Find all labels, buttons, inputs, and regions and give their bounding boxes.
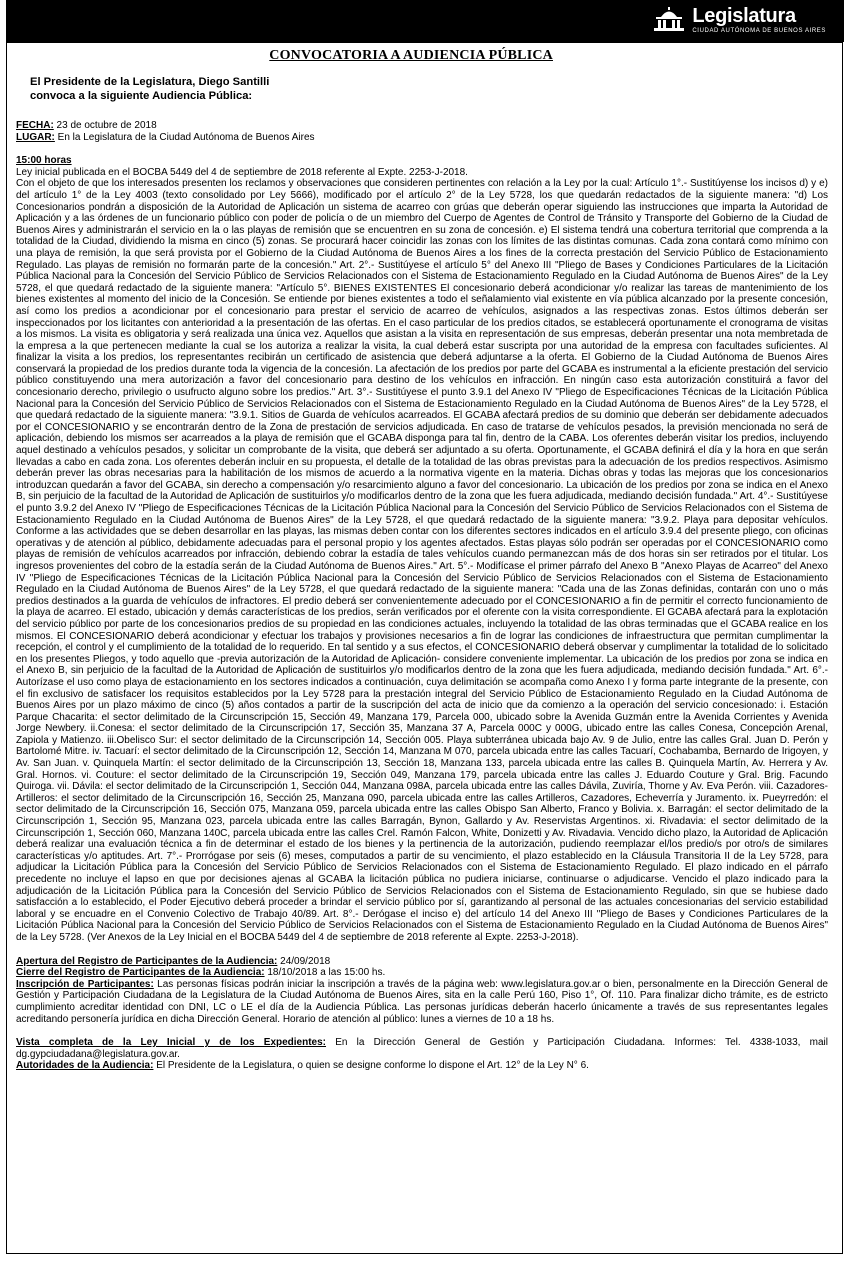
cierre-value: 18/10/2018 a las 15:00 hs. xyxy=(264,967,386,979)
fecha-value: 23 de octubre de 2018 xyxy=(53,120,157,131)
law-body-text: Con el objeto de que los interesados presenten los reclamos y observaciones que consideren pertinentes con relación a la Ley por la cual: Artículo 1°.- Sustitúyense los incisos d) y e) del artículo 1° de la Ley 4003 (texto consolidado por Ley 5666), modificado por el artículo 2° de la Ley 5728, los que quedarán redactados de la siguiente manera: "d) Los Concesionarios pondrán a disposición de la Autoridad de Aplicación un sistema de acarreo con grúas que deberán operar siguiendo las instrucciones que imparta la Autoridad de Aplicación y a las órdenes de un funcionario público con poder de policía o de un miembro del Cuerpo de Agentes de Control de Tránsito y Transporte del Gobierno de la Ciudad de Buenos Aires y administrarán el servicio en la o las playas de remisión que se encuentren en su zona de concesión. e) El sistema tendrá una cobertura territorial que comprenda a la totalidad de la Ciudad, dividiendo la misma en cinco (5) zonas. Se procurará hacer coincidir las zonas con los límites de las distintas comunas. Cada zona contará como mínimo con una playa de remisión, la que será provista por el Gobierno de la Ciudad Autónoma de Buenos Aires a los fines de la correcta prestación del Servicio Público de Estacionamiento Regulado. Las playas de remisión no formarán parte de la concesión." Art. 2°.- Sustitúyese el artículo 5° del Anexo III "Pliego de Bases y Condiciones Particulares de la Licitación Pública Nacional para la Concesión del Servicio Público de Servicios Relacionados con el Sistema de Estacionamiento Regulado en la Ciudad Autónoma de Buenos Aires" de la Ley 5728, el que quedará redactado de la siguiente manera: "Artículo 5°. BIENES EXISTENTES El concesionario deberá acondicionar y/o realizar las tareas de mantenimiento de los bienes existentes al momento del inicio de la Concesión. Se entiende por bienes existentes a todo el señalamiento vial existente en vía pública alcanzado por la presente concesión, así como los predios a acondicionar por el concesionario para prestar el servicio de acarreo de vehículos, asignados a las respectivas zonas. Estos últimos deberán ser inspeccionados por los licitantes con anterioridad a la presentación de las ofertas. En el caso particular de los predios citados, se establecerá oportunamente el cronograma de visitas a los mismos. La visita es obligatoria y será realizada una única vez. Aquellos que asistan a la visita en representación de sus empresas, deberán presentar una nota membretada de la empresa a la que pertenecen mediante la cual se los autoriza a realizar la visita, la cual deberá estar suscripta por una autoridad de la empresa con facultades suficientes. Al finalizar la visita a los predios, los representantes recibirán un certificado de asistencia que deberá adjuntarse a la oferta. El Gobierno de la Ciudad Autónoma de Buenos Aires conservará la propiedad de los predios durante toda la vigencia de la concesión. La afectación de los predios por parte del GCABA es instrumental a la eficiente prestación del servicio público constituyendo una mera autorización a favor del concesionario para destino de los vehículos en infracción. En ningún caso esta autorización constituirá a favor del concesionario derecho, privilegio o usufructo alguno sobre los predios." Art. 3°.- Sustitúyese el punto 3.9.1 del Anexo IV "Pliego de Especificaciones Técnicas de la Licitación Pública Nacional para la Concesión del Servicio Público de Servicios Relacionados con el Sistema de Estacionamiento Regulado en la Ciudad Autónoma de Buenos Aires" de la Ley 5728, el que quedará redactado de la siguiente manera: "3.9.1. Sitios de Guarda de vehículos acarreados. El GCABA afectará predios de su dominio que deberán ser debidamente adecuados por el CONCESIONARIO y se encontrarán dentro de la Zona de prestación de servicios adjudicada. En caso de tratarse de vehículos pesados, la previsión mencionada no será de aplicación, debiendo los mismos ser acarreados a la playa de remisión que el GCABA disponga para tal fin, dentro de la CABA. Los oferentes deberán visitar los predios, incluyendo aquel destinado a vehículos pesados, y solicitar un comprobante de la visita, que deberá ser adjuntado a su oferta. Oportunamente, el GCABA definirá el día y la hora en que serán llevadas a cabo en cada zona. Los oferentes deberán incluir en su propuesta, el detalle de la totalidad de las obras previstas para la adecuación de los predios respectivos. Asimismo deberán prever las obras necesarias para la habilitación de los mismos de acuerdo a la normativa vigente en la materia. Dichas obras y todas las mejoras que los concesionarios introduzcan quedarán a favor del GCABA, sin derecho a compensación y/o resarcimiento alguno a favor del concesionario. La ubicación de los predios por zona se indica en el Anexo B, sin perjuicio de la facultad de la Autoridad de Aplicación de sustituirlos y/o modificarlos dentro de la zona que les fuera adjudicada, mediando decisión fundada." Art. 4°.- Sustitúyese el punto 3.9.2 del Anexo IV "Pliego de Especificaciones Técnicas de la Licitación Pública Nacional para la Concesión del Servicio Público de Servicios Relacionados con el Sistema de Estacionamiento Regulado en la Ciudad Autónoma de Buenos Aires" de la Ley 5728, el que quedará redactado de la siguiente manera: "3.9.2. Playa para depositar vehículos. Conforme a las actividades que se deben desarrollar en las playas, las mismas deben contar con los diferentes sectores indicados en el artículo 3.9.4 del presente pliego, con oficinas operativas y de atención al público, debidamente adecuadas para el personal propio y los agentes afectados. Estas playas sólo podrán ser operadas por el CONCESIONARIO como playas de remisión de vehículos acarreados por infracción, debiendo cobrar la estadía de tales vehículos cuando permanezcan más de dos horas sin ser retirados por el titular. Los ingresos provenientes del cobro de la estadía serán de la Ciudad Autónoma de Buenos Aires." Art. 5°.- Modifícase el primer párrafo del Anexo B "Anexo Playas de Acarreo" del Anexo IV "Pliego de Especificaciones Técnicas de la Licitación Pública Nacional para la Concesión del Servicio Público de Servicios Relacionados con el Sistema de Estacionamiento Regulado en la Ciudad Autónoma de Buenos Aires" de la Ley 5728, el que quedará redactado de la siguiente manera: "Cada una de las Zonas definidas, contarán con uno o más predios destinados a la guarda de vehículos de infractores. El predio deberá ser convenientemente adecuado por el CONCESIONARIO a fin de permitir el correcto funcionamiento de la playa de acarreo. El estado, ubicación y demás características de los predios, serán verificados por el oferente con la visita correspondiente. El GCABA afectará para la explotación del servicio público por parte de los concesionarios predios de su propiedad en las condiciones actuales, incluyendo la totalidad de las obras terminadas que el GCABA realice en los mismos. El CONCESIONARIO deberá acondicionar y efectuar los trabajos y provisiones necesarios a fin de lograr las condiciones de infraestructura que permitan cumplimentar la recepción, el control y el cumplimiento de la totalidad de lo requerido. En tal sentido y a sus efectos, el CONCESIONARIO deberá observar y cumplimentar la totalidad de lo solicitado en los presentes Pliegos, y todo aquello que -previa autorización de la Autoridad de Aplicación- considere conveniente implementar. La ubicación de los predios por zona se indica en el Anexo B, sin perjuicio de la facultad de la Autoridad de Aplicación de sustituirlos y/o modificarlos dentro de la zona que les fuera adjudicada, mediando decisión fundada." Art. 6°.- Autorízase el uso como playa de estacionamiento en los sectores indicados a continuación, cuya delimitación se acompaña como Anexo I y forma parte integrante de la presente, con el fin exclusivo de satisfacer los requisitos establecidos por la Ley 5728 para la prestación integral del Servicio Público de Estacionamiento Regulado en la Ciudad Autónoma de Buenos Aires por un plazo máximo de cinco (5) años contados a partir de la suscripción del acta de inicio que da comienzo a la operación del servicio concesionado: i. Estación Parque Chacarita: el sector delimitado de la Circunscripción 15, Sección 49, Manzana 179, Parcela 000, ubicado sobre la Avenida Guzmán entre la Avenida Corrientes y Avenida Jorge Newbery. ii.Conesa: el sector delimitado de la Circunscripción 17, Sección 35, Manzana 37 A, Parcela 000C y 000G, ubicado entre las calles Conesa, Concepción Arenal, Zapiola y Matienzo. iii.Obelisco Sur: el sector delimitado de la Circunscripción 14, Sección 005. Playa subterránea ubicada bajo Av. 9 de Julio, entre las calles Gral. Juan D. Perón y Bartolomé Mitre. iv. Tacuarí: el sector delimitado de la Circunscripción 12, Sección 14, Manzana M 070, parcela ubicada entre las calles Tacuarí, Cochabamba, Bernardo de Irigoyen, y Av. San Juan. v. Quinquela Martín: el sector delimitado de la Circunscripción 13, Sección 18, Manzana 133, parcela ubicada entre las calles B. Quinquela Martín, Av. Herrera y Av. Gral. Hornos. vi. Couture: el sector delimitado de la Circunscripción 19, Sección 049, Manzana 179, parcela ubicada entre las calles J. Eduardo Couture y Gral. Brig. Facundo Quiroga. vii. Dávila: el sector delimitado de la Circunscripción 1, Sección 044, Manzana 098A, parcela ubicada entre las calles Dávila, Zuviría, Thorne y Av. Eva Perón. viii. Cazadores-Artilleros: el sector delimitado de la Circunscripción 16, Sección 25, Manzana 090, parcela ubicada entre las calles Artilleros, Cazadores, Echeverría y Juramento. ix. Pueyrredón: el sector delimitado de la Circunscripción 16, Sección 075, Manzana 059, parcela ubicada entre las calles Obispo San Alberto, Franco y Bolivia. x. Barragán: el sector delimitado de la Circunscripción 1, Sección 95, Manzana 023, parcela ubicada entre las calles Barragán, Bynon, Gallardo y Av. Reservistas Argentinos. xi. Rivadavia: el sector delimitado de la Circunscripción 1, Sección 060, Manzana 140C, parcela ubicada entre las calles Crel. Ramón Falcon, White, Donizetti y Av. Rivadavia. Vencido dicho plazo, la Autoridad de Aplicación deberá realizar una evaluación técnica a fin de determinar el estado de los bienes y la pertinencia de la autorización, pudiendo reemplazar el/los predio/s por otro/s de similares características y/o aptitudes. Art. 7°.- Prorrógase por seis (6) meses, computados a partir de su vencimiento, el plazo establecido en la Cláusula Transitoria II de la Ley 5728, para adjudicar la Licitación Pública para la Concesión del Servicio Público de Servicios Relacionados con el Sistema de Estacionamiento Regulado. El plazo indicado en el párrafo precedente no incluye el lapso en que por decisiones ajenas al GCABA la licitación pública no pudiera iniciarse, continuarse o adjudicarse. Vencido el plazo indicado para la adjudicación de la Licitación Pública para la Concesión del Servicio Público de Servicios Relacionados con el Sistema de Estacionamiento Regulado, sin que se hubiese dado satisfacción a lo establecido, el Poder Ejecutivo deberá proceder a brindar el servicio público por sí, garantizando al personal de las actuales concesionarias del servicio estabilidad laboral y se encuadre en el Convenio Colectivo de Trabajo 40/89. Art. 8°.- Derógase el inciso e) del artículo 14 del Anexo III "Pliego de Bases y Condiciones Particulares de la Licitación Pública Nacional para la Concesión del Servicio Público de Servicios Relacionados con el Sistema de Estacionamiento Regulado en la Ciudad Autónoma de Buenos Aires" de la Ley 5728. (Ver Anexos de la Ley Inicial en el BOCBA 5449 del 4 de septiembre de 2018 referente al Expte. 2253-J-2018). xyxy=(16,178,828,943)
lugar-row xyxy=(16,132,828,144)
brand-name: Legislatura xyxy=(692,5,796,27)
autoridades-label: Autoridades de la Audiencia: xyxy=(16,1060,154,1072)
intro-line-1: El Presidente de la Legislatura, Diego Santilli xyxy=(30,76,270,88)
lugar-value: En la Legislatura de la Ciudad Autónoma de Buenos Aires xyxy=(54,131,315,143)
lugar-label: LUGAR: xyxy=(16,131,55,143)
hora-row xyxy=(16,155,828,167)
fecha-label: FECHA: xyxy=(16,120,54,131)
cierre-row xyxy=(16,967,828,979)
apertura-label: Apertura del Registro de Participantes de la Audiencia: xyxy=(16,955,278,967)
vista-label: Vista completa de la Ley Inicial y de los Expedientes: xyxy=(16,1037,327,1049)
inscripcion-value: Las personas físicas podrán iniciar la inscripción a través de la página web: www.legislatura.gov.ar o bien, personalmente en la Dirección General de Gestión y Participación Ciudadana de la Legislatura de la Ciudad Autónoma de Buenos Aires, sita en la calle Perú 160, Piso 1°, Of. 110. Para finalizar dicho trámite, es de estricto cumplimiento acreditar identidad con DNI, LC o LE el día de la Audiencia Pública. Las personas jurídicas deberán hacerlo únicamente a través de sus representantes legales acreditando personería jurídica en dicha Dirección General. Horario de atención al público: lunes a viernes de 10 a 18 hs. xyxy=(16,978,828,1025)
publicacion-text: Ley inicial publicada en el BOCBA 5449 del 4 de septiembre de 2018 referente al Expte. 2253-J-2018. xyxy=(16,166,468,178)
hora-label: 15:00 horas xyxy=(16,155,72,167)
intro-line-2: convoca a la siguiente Audiencia Pública: xyxy=(30,90,253,102)
apertura-row xyxy=(16,956,828,968)
legislature-building-icon xyxy=(652,6,686,34)
notice-content xyxy=(16,120,828,1072)
vista-row xyxy=(16,1037,828,1060)
brand-subtitle: CIUDAD AUTÓNOMA DE BUENOS AIRES xyxy=(692,28,826,34)
vista-value: En la Dirección General de Gestión y Participación Ciudadana. Informes: Tel. 4338-1033, mail dg.gypciudadana@legislatura.gov.ar. xyxy=(16,1037,828,1060)
intro xyxy=(30,75,430,103)
page-title: CONVOCATORIA A AUDIENCIA PÚBLICA xyxy=(269,48,553,63)
cierre-label: Cierre del Registro de Participantes de la Audiencia: xyxy=(16,967,265,979)
apertura-value: 24/09/2018 xyxy=(277,955,331,967)
fecha-row xyxy=(16,120,828,132)
legislatura-logo xyxy=(652,6,826,34)
header-bar xyxy=(6,0,844,42)
autoridades-value: El Presidente de la Legislatura, o quien se designe conforme lo dispone el Art. 12° de la Ley N° 6. xyxy=(153,1060,589,1072)
inscripcion-label: Inscripción de Participantes: xyxy=(16,978,154,990)
inscripcion-row xyxy=(16,979,828,1025)
autoridades-row xyxy=(16,1060,828,1072)
